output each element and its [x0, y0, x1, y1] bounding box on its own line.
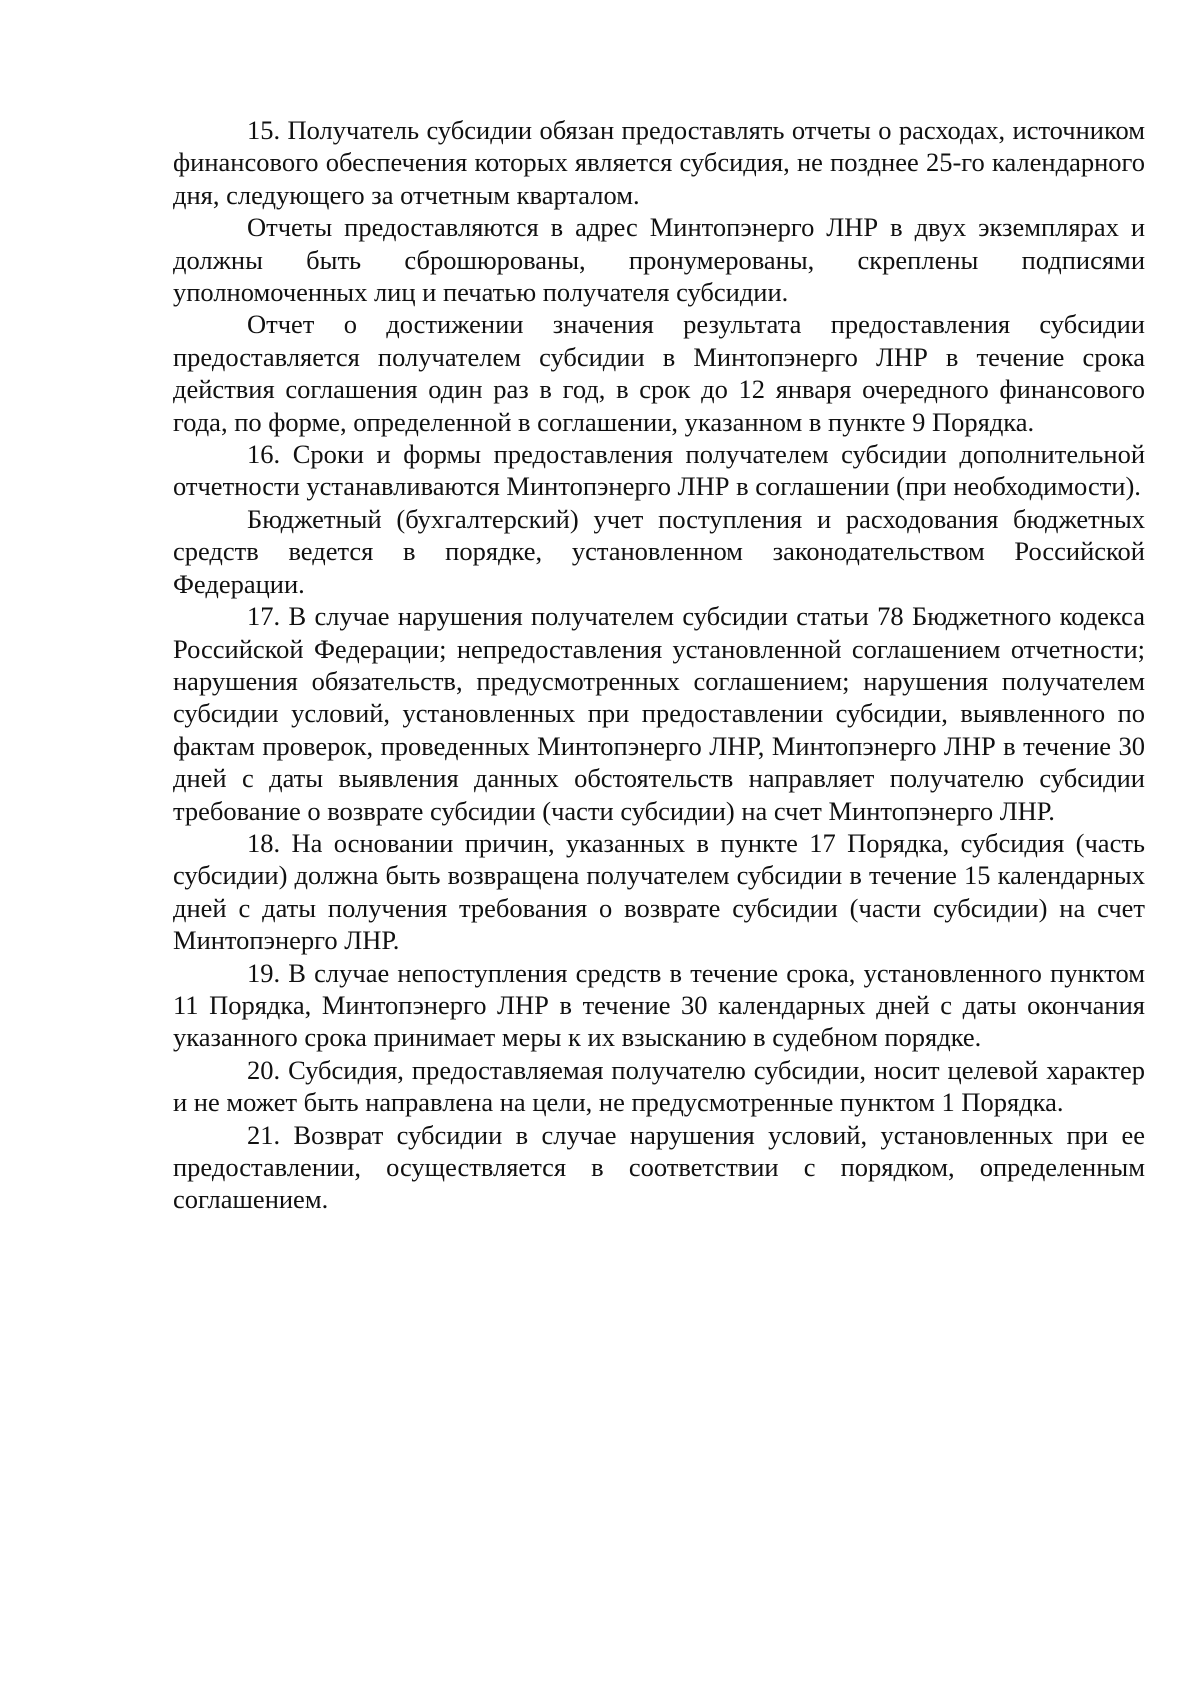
paragraph-21: 21. Возврат субсидии в случае нарушения условий, установленных при ее предоставлении, осуществляется в соответствии с порядком, определенным соглашением. [173, 1119, 1145, 1215]
paragraph-19: 19. В случае непоступления средств в течение срока, установленного пунктом 11 Порядка, Минтопэнерго ЛНР в течение 30 календарных дней с даты окончания указанного срока принимает меры к их взысканию в судебном порядке. [173, 957, 1145, 1053]
paragraph-17: 17. В случае нарушения получателем субсидии статьи 78 Бюджетного кодекса Российской Федерации; непредоставления установленной соглашением отчетности; нарушения обязательств, предусмотренных соглашением; нарушения получателем субсидии условий, установленных при предоставлении субсидии, выявленного по фактам проверок, проведенных Минтопэнерго ЛНР, Минтопэнерго ЛНР в течение 30 дней с даты выявления данных обстоятельств направляет получателю субсидии требование о возврате субсидии (части субсидии) на счет Минтопэнерго ЛНР. [173, 601, 1145, 826]
paragraph-15: 15. Получатель субсидии обязан предоставлять отчеты о расходах, источником финансового обеспечения которых является субсидия, не позднее 25-го календарного дня, следующего за отчетным кварталом. [173, 115, 1145, 210]
paragraph-result-report: Отчет о достижении значения результата предоставления субсидии предоставляется получателем субсидии в Минтопэнерго ЛНР в течение срока действия соглашения один раз в год, в срок до 12 января очередного финансового года, по форме, определенной в соглашении, указанном в пункте 9 Порядка. [173, 309, 1145, 437]
paragraph-20: 20. Субсидия, предоставляемая получателю субсидии, носит целевой характер и не может быть направлена на цели, не предусмотренные пунктом 1 Порядка. [173, 1054, 1145, 1118]
paragraph-18: 18. На основании причин, указанных в пункте 17 Порядка, субсидия (часть субсидии) должна быть возвращена получателем субсидии в течение 15 календарных дней с даты получения требования о возврате субсидии (части субсидии) на счет Минтопэнерго ЛНР. [173, 827, 1145, 956]
document-body [173, 114, 1145, 1216]
paragraph-reports-address: Отчеты предоставляются в адрес Минтопэнерго ЛНР в двух экземплярах и должны быть сброшюрованы, пронумерованы, скреплены подписями уполномоченных лиц и печатью получателя субсидии. [173, 212, 1145, 308]
paragraph-16: 16. Сроки и формы предоставления получателем субсидии дополнительной отчетности устанавливаются Минтопэнерго ЛНР в соглашении (при необходимости). [173, 439, 1145, 502]
paragraph-budget-accounting: Бюджетный (бухгалтерский) учет поступления и расходования бюджетных средств ведется в порядке, установленном законодательством Российской Федерации. [173, 503, 1145, 599]
